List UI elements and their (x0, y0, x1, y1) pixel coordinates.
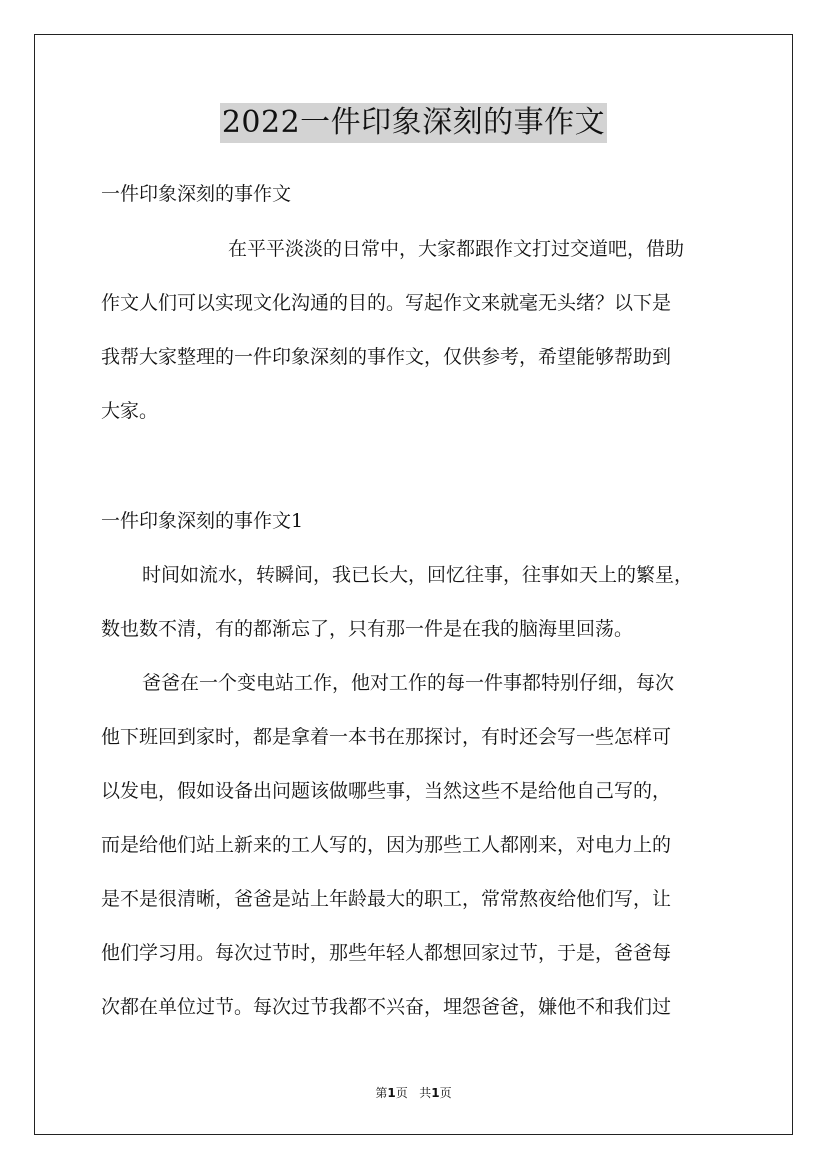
intro-line: 在平平淡淡的日常中，大家都跟作文打过交道吧，借助 (228, 238, 685, 260)
para2-line: 是不是很清晰，爸爸是站上年龄最大的职工，常常熬夜给他们写，让 (101, 888, 672, 910)
footer-total-number: 1 (431, 1086, 440, 1100)
footer-page-suffix: 页 (395, 1086, 408, 1100)
intro-line: 大家。 (101, 400, 159, 422)
para2-line: 爸爸在一个变电站工作，他对工作的每一件事都特别仔细，每次 (142, 672, 675, 694)
footer-total-prefix: 共 (419, 1086, 432, 1100)
para2-line: 次都在单位过节。每次过节我都不兴奋，埋怨爸爸，嫌他不和我们过 (101, 996, 672, 1018)
intro-line: 作文人们可以实现文化沟通的目的。写起作文来就毫无头绪？以下是 (101, 292, 672, 314)
footer-page-number: 1 (387, 1086, 396, 1100)
section-heading: 一件印象深刻的事作文1 (101, 510, 304, 532)
document-title: 2022一件印象深刻的事作文 (220, 103, 607, 143)
para2-line: 他们学习用。每次过节时，那些年轻人都想回家过节，于是，爸爸每 (101, 942, 672, 964)
footer-total-suffix: 页 (439, 1086, 452, 1100)
footer-page-prefix: 第 (375, 1086, 388, 1100)
title-container (0, 103, 827, 143)
para2-line: 以发电，假如设备出问题该做哪些事，当然这些不是给他自己写的， (101, 780, 672, 802)
intro-line: 我帮大家整理的一件印象深刻的事作文，仅供参考，希望能够帮助到 (101, 346, 672, 368)
para2-line: 他下班回到家时，都是拿着一本书在那探讨，有时还会写一些怎样可 (101, 726, 672, 748)
page-footer (0, 1084, 827, 1101)
para2-line: 而是给他们站上新来的工人写的，因为那些工人都刚来，对电力上的 (101, 834, 672, 856)
para1-line: 数也数不清，有的都渐忘了，只有那一件是在我的脑海里回荡。 (101, 618, 634, 640)
para1-line: 时间如流水，转瞬间，我已长大，回忆往事，往事如天上的繁星， (142, 564, 694, 586)
subtitle: 一件印象深刻的事作文 (101, 183, 292, 205)
